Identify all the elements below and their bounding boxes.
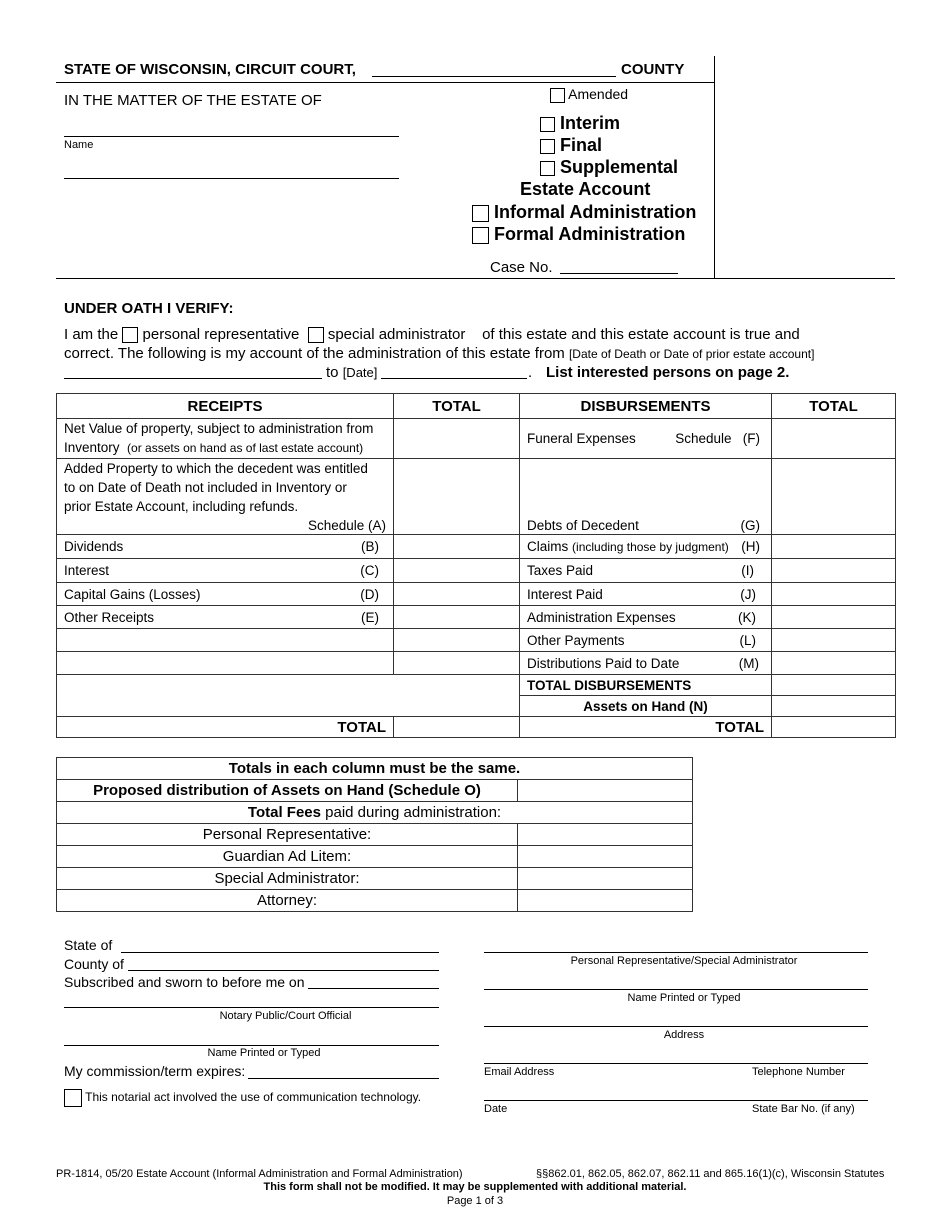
- distributions-cell: [520, 652, 772, 675]
- distributions-label: Distributions Paid to Date: [527, 655, 680, 671]
- taxes-code: (I): [741, 563, 754, 578]
- email-label: Email Address: [484, 1066, 555, 1078]
- notary-name-field[interactable]: [64, 1045, 439, 1046]
- other-payments-total[interactable]: [772, 629, 896, 652]
- proposed-distribution-value[interactable]: [518, 780, 693, 802]
- blank-receipt-1[interactable]: [57, 629, 394, 652]
- same-totals-note: Totals in each column must be the same.: [57, 758, 693, 780]
- admin-expenses-total[interactable]: [772, 606, 896, 629]
- added-property-line-2: to on Date of Death not included in Inventory or: [64, 480, 347, 496]
- formal-option: [472, 224, 685, 245]
- interest-code: (C): [360, 563, 379, 578]
- funeral-total[interactable]: [772, 419, 896, 459]
- other-payments-code: (L): [739, 632, 756, 648]
- estate-name-field-2[interactable]: [64, 178, 399, 179]
- distributions-code: (M): [738, 655, 759, 671]
- capital-gains-cell: [57, 583, 394, 606]
- i-am-the: I am the: [64, 326, 119, 343]
- schedule-a-cell: Schedule (A): [57, 517, 394, 535]
- claims-code: (H): [741, 539, 760, 554]
- special-admin-label: special administrator: [327, 326, 466, 343]
- interest-total[interactable]: [394, 559, 520, 583]
- debts-label: Debts of Decedent: [527, 518, 639, 533]
- net-value-line-2: Inventory: [64, 440, 120, 455]
- header-divider: [714, 56, 715, 278]
- supplemental-checkbox[interactable]: [540, 161, 555, 176]
- oath-line-2: [64, 345, 814, 362]
- formal-label: Formal Administration: [494, 224, 686, 244]
- total-disbursements-label: TOTAL DISBURSEMENTS: [520, 675, 772, 696]
- net-value-total[interactable]: [394, 419, 520, 459]
- fee-guardian-value[interactable]: [518, 846, 693, 868]
- receipts-total-label: TOTAL: [57, 717, 394, 738]
- oath-heading: UNDER OATH I VERIFY:: [64, 300, 234, 317]
- added-property-total[interactable]: [394, 459, 520, 535]
- interest-label: Interest: [64, 563, 110, 578]
- name-label: Name: [64, 139, 94, 151]
- amended-checkbox[interactable]: [550, 88, 565, 103]
- totals-table: [56, 757, 693, 912]
- personal-rep-label: personal representative: [142, 326, 300, 343]
- list-persons-note: List interested persons on page 2.: [546, 364, 790, 381]
- amended-label: Amended: [568, 86, 629, 102]
- interest-paid-total[interactable]: [772, 583, 896, 606]
- interest-cell: [57, 559, 394, 583]
- informal-label: Informal Administration: [494, 202, 697, 222]
- total-fees-rest: paid during administration:: [325, 804, 502, 821]
- statutes: §§862.01, 862.05, 862.07, 862.11 and 865.16(1)(c), Wisconsin Statutes: [536, 1168, 885, 1180]
- fee-personal-rep-label: Personal Representative:: [57, 824, 518, 846]
- other-receipts-total[interactable]: [394, 606, 520, 629]
- supplemental-option: [540, 157, 678, 178]
- case-no-label: Case No.: [490, 259, 553, 276]
- interim-label: Interim: [560, 113, 621, 133]
- interest-paid-label: Interest Paid: [527, 586, 603, 602]
- form-id: PR-1814, 05/20 Estate Account (Informal Administration and Formal Administration): [56, 1168, 463, 1180]
- header-bottom-rule: [56, 278, 895, 279]
- interest-paid-cell: [520, 583, 772, 606]
- receipts-total-header: TOTAL: [394, 394, 520, 419]
- subscribed-label: Subscribed and sworn to before me on: [64, 974, 305, 990]
- personal-rep-checkbox[interactable]: [122, 327, 138, 343]
- formal-checkbox[interactable]: [472, 227, 489, 244]
- to-date-field[interactable]: [381, 378, 527, 379]
- fee-personal-rep-value[interactable]: [518, 824, 693, 846]
- claims-cell: [520, 535, 772, 559]
- telephone-label: Telephone Number: [752, 1066, 845, 1078]
- taxes-label: Taxes Paid: [527, 563, 594, 578]
- commission-label: My commission/term expires:: [64, 1063, 246, 1079]
- total-fees-bold: Total Fees: [247, 804, 321, 821]
- special-admin-checkbox[interactable]: [308, 327, 324, 343]
- notary-name-label: Name Printed or Typed: [207, 1047, 321, 1059]
- funeral-code: (F): [742, 431, 760, 446]
- bar-no-label: State Bar No. (if any): [752, 1103, 855, 1115]
- net-value-cell: [57, 419, 394, 459]
- case-no-field[interactable]: [560, 273, 678, 274]
- distributions-total[interactable]: [772, 652, 896, 675]
- admin-expenses-code: (K): [738, 609, 756, 625]
- interim-option: [540, 113, 620, 134]
- amended-option: [550, 86, 628, 103]
- date-label: [Date]: [342, 365, 378, 380]
- blank-receipt-2-total[interactable]: [394, 652, 520, 675]
- fee-attorney-label: Attorney:: [57, 890, 518, 912]
- estate-name-field[interactable]: [64, 136, 399, 137]
- final-checkbox[interactable]: [540, 139, 555, 154]
- debts-total[interactable]: [772, 459, 896, 535]
- email-phone-field[interactable]: [484, 1063, 868, 1064]
- receipts-header: RECEIPTS: [57, 394, 394, 419]
- capital-gains-code: (D): [360, 586, 379, 602]
- net-value-line-1: Net Value of property, subject to administration from: [64, 421, 374, 436]
- final-option: [540, 135, 602, 156]
- disbursements-total-header: TOTAL: [772, 394, 896, 419]
- state-of-label: State of: [64, 937, 113, 953]
- subscribed-date-field[interactable]: [308, 988, 439, 989]
- dividends-code: (B): [361, 539, 379, 554]
- other-payments-cell: [520, 629, 772, 652]
- to-label: [326, 364, 377, 381]
- other-receipts-cell: [57, 606, 394, 629]
- county-label: COUNTY: [621, 61, 685, 78]
- interest-paid-code: (J): [740, 586, 756, 602]
- communication-option: [64, 1089, 421, 1107]
- other-receipts-label: Other Receipts: [64, 609, 155, 625]
- to-text: to: [326, 364, 339, 381]
- oath-of-estate: of this estate and this estate account is true and: [482, 326, 800, 343]
- blank-receipt-2[interactable]: [57, 652, 394, 675]
- state-of-field[interactable]: [121, 952, 439, 953]
- informal-checkbox[interactable]: [472, 205, 489, 222]
- claims-note: (including those by judgment): [572, 540, 729, 554]
- header-rule: [56, 82, 714, 83]
- date-hint: [Date of Death or Date of prior estate account]: [568, 347, 815, 361]
- disbursements-header: DISBURSEMENTS: [520, 394, 772, 419]
- added-property-line-1: Added Property to which the decedent was entitled: [64, 461, 368, 477]
- notary-signature-field[interactable]: [64, 1007, 439, 1008]
- rep-name-field[interactable]: [484, 989, 868, 990]
- dividends-total[interactable]: [394, 535, 520, 559]
- receipts-total-value[interactable]: [394, 717, 520, 738]
- period: .: [528, 364, 533, 381]
- oath-line-1: [64, 326, 800, 343]
- fee-guardian-label: Guardian Ad Litem:: [57, 846, 518, 868]
- matter-label: IN THE MATTER OF THE ESTATE OF: [64, 92, 322, 109]
- receipts-table: [56, 393, 896, 738]
- admin-expenses-label: Administration Expenses: [527, 609, 676, 625]
- dividends-label: Dividends: [64, 539, 124, 554]
- total-fees-row: [57, 802, 693, 824]
- commission-field[interactable]: [248, 1078, 439, 1079]
- rep-name-label: Name Printed or Typed: [627, 992, 741, 1004]
- county-of-field[interactable]: [128, 970, 439, 971]
- taxes-cell: [520, 559, 772, 583]
- address-label: Address: [663, 1029, 705, 1041]
- fee-special-admin-label: Special Administrator:: [57, 868, 518, 890]
- taxes-total[interactable]: [772, 559, 896, 583]
- net-value-note: (or assets on hand as of last estate account): [127, 441, 364, 455]
- informal-option: [472, 202, 696, 223]
- interim-checkbox[interactable]: [540, 117, 555, 132]
- address-field[interactable]: [484, 1026, 868, 1027]
- claims-total[interactable]: [772, 535, 896, 559]
- date-label: Date: [484, 1103, 508, 1115]
- other-payments-label: Other Payments: [527, 632, 625, 648]
- debts-code: (G): [740, 518, 760, 533]
- capital-gains-total[interactable]: [394, 583, 520, 606]
- rep-signature-field[interactable]: [484, 952, 868, 953]
- page-number: Page 1 of 3: [446, 1195, 504, 1207]
- communication-label: This notarial act involved the use of communication technology.: [85, 1090, 422, 1105]
- dividends-cell: [57, 535, 394, 559]
- funeral-schedule: Schedule: [675, 431, 732, 446]
- notary-official-label: Notary Public/Court Official: [219, 1010, 352, 1022]
- from-date-field[interactable]: [64, 378, 322, 379]
- supplemental-label: Supplemental: [560, 157, 679, 177]
- final-label: Final: [560, 135, 603, 155]
- funeral-label: Funeral Expenses: [527, 431, 636, 446]
- proposed-distribution-label: Proposed distribution of Assets on Hand (Schedule O): [57, 780, 518, 802]
- fee-special-admin-value[interactable]: [518, 868, 693, 890]
- debts-cell: [520, 459, 772, 535]
- funeral-cell: [520, 419, 772, 459]
- disbursements-total-label: TOTAL: [520, 717, 772, 738]
- capital-gains-label: Capital Gains (Losses): [64, 586, 201, 602]
- court-label: STATE OF WISCONSIN, CIRCUIT COURT,: [64, 61, 356, 78]
- added-property-cell: [57, 459, 394, 517]
- not-modified-note: This form shall not be modified. It may be supplemented with additional material.: [263, 1181, 687, 1193]
- assets-on-hand-value[interactable]: [772, 696, 896, 717]
- disbursements-total-value[interactable]: [772, 717, 896, 738]
- estate-account-title: Estate Account: [520, 179, 651, 199]
- blank-receipt-span: [57, 675, 520, 717]
- total-disbursements-value[interactable]: [772, 675, 896, 696]
- other-receipts-code: (E): [361, 609, 379, 625]
- admin-expenses-cell: [520, 606, 772, 629]
- date-bar-field[interactable]: [484, 1100, 868, 1101]
- oath-line-2-text: correct. The following is my account of the administration of this estate from: [64, 345, 565, 362]
- fee-attorney-value[interactable]: [518, 890, 693, 912]
- county-of-label: County of: [64, 956, 124, 972]
- added-property-line-3: prior Estate Account, including refunds.: [64, 499, 299, 515]
- blank-receipt-1-total[interactable]: [394, 629, 520, 652]
- rep-signature-label: Personal Representative/Special Administrator: [570, 955, 798, 967]
- claims-label: Claims: [527, 539, 569, 554]
- county-field[interactable]: [372, 76, 616, 77]
- communication-checkbox[interactable]: [64, 1089, 82, 1107]
- assets-on-hand-label: Assets on Hand (N): [520, 696, 772, 717]
